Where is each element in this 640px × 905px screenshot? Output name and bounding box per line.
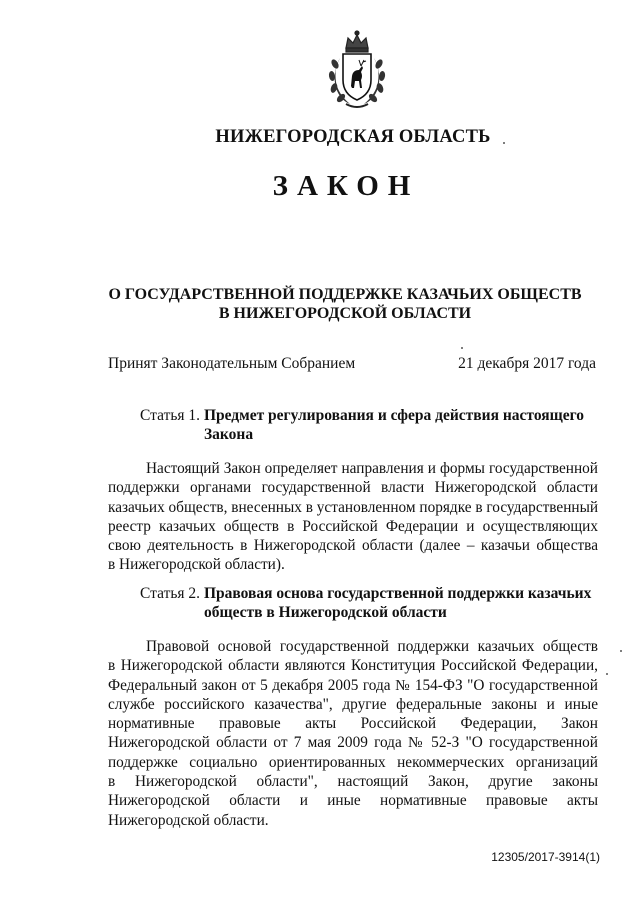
text-line: нормативные правовые акты Российской Федерации, Закон bbox=[108, 715, 598, 733]
adoption-date: 21 декабря 2017 года bbox=[458, 355, 596, 372]
text-line: реестр казачьих обществ в Российской Федерации и осуществляющих bbox=[108, 517, 598, 535]
scan-speck bbox=[620, 650, 622, 652]
article-1-name-line-2: Закона bbox=[204, 426, 254, 443]
text-line: службе российского казачества", другие федеральные законы и иные bbox=[108, 695, 598, 713]
text-line: Нижегородской области. bbox=[108, 811, 269, 829]
text-line: Правовой основой государственной поддержки казачьих обществ bbox=[146, 638, 598, 655]
region-title: НИЖЕГОРОДСКАЯ ОБЛАСТЬ bbox=[215, 127, 491, 147]
law-title-line-1: О ГОСУДАРСТВЕННОЙ ПОДДЕРЖКЕ КАЗАЧЬИХ ОБЩЕСТВ bbox=[108, 286, 582, 303]
text-line: в Нижегородской области", настоящий Закон, другие законы bbox=[108, 773, 598, 791]
scan-speck bbox=[461, 347, 463, 349]
scan-speck bbox=[606, 673, 608, 675]
article-1-text bbox=[108, 459, 598, 575]
adopting-body: Принят Законодательным Собранием bbox=[108, 355, 356, 372]
text-line: поддержки органами государственной власти Нижегородской области bbox=[108, 479, 598, 497]
document-type: ЗАКОН bbox=[272, 170, 420, 202]
law-title-line-2: В НИЖЕГОРОДСКОЙ ОБЛАСТИ bbox=[218, 305, 472, 322]
text-line: Федеральный закон от 5 декабря 2005 года № 154-ФЗ "О государственной bbox=[108, 676, 598, 694]
text-line: Нижегородской области и иные нормативные правовые акты bbox=[108, 792, 598, 810]
text-line: Нижегородской области от 7 мая 2009 года № 52-З "О государственной bbox=[108, 734, 598, 752]
article-1-name-line-1: Предмет регулирования и сфера действия настоящего bbox=[203, 407, 585, 424]
adoption-info bbox=[108, 355, 596, 373]
article-2-label: Статья 2. bbox=[140, 585, 201, 602]
article-1-label: Статья 1. bbox=[140, 407, 201, 424]
text-line: в Нижегородской области являются Конституция Российской Федерации, bbox=[108, 657, 598, 675]
law-title bbox=[84, 285, 606, 323]
text-line: Настоящий Закон определяет направления и формы государственной bbox=[146, 460, 598, 477]
text-line: свою деятельность в Нижегородской области (далее – казачьи общества bbox=[108, 537, 598, 555]
article-2-name-line-2: обществ в Нижегородской области bbox=[204, 604, 447, 621]
text-line: казачьих обществ, внесенных в установленном порядке в государственный bbox=[108, 498, 599, 516]
scan-speck bbox=[503, 142, 505, 144]
text-line: поддержке социально ориентированных некоммерческих организаций bbox=[108, 753, 598, 771]
text-line: в Нижегородской области). bbox=[108, 556, 285, 574]
article-2-text bbox=[108, 637, 598, 830]
article-2-name-line-1: Правовая основа государственной поддержки казачьих bbox=[203, 585, 592, 602]
article-1-heading bbox=[140, 406, 600, 444]
document-number: 12305/2017-3914(1) bbox=[491, 850, 600, 864]
article-2-heading bbox=[140, 584, 600, 622]
coat-of-arms-icon bbox=[326, 30, 388, 112]
